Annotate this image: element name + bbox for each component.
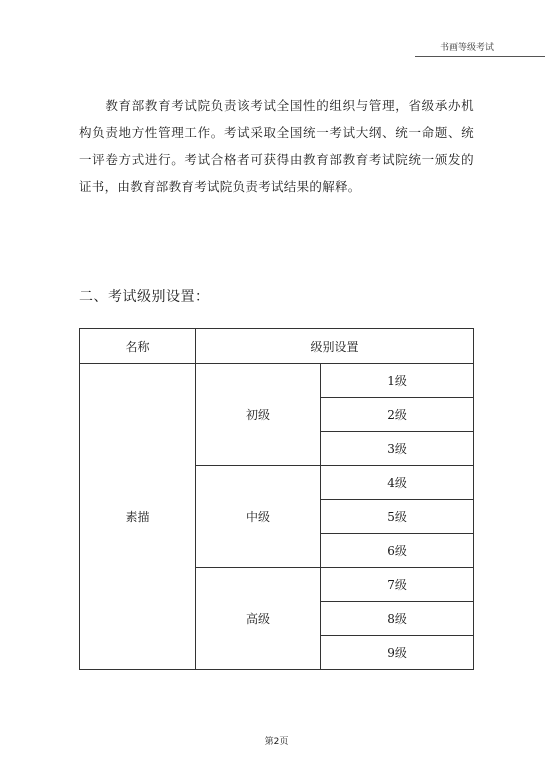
- level-cell: 2级: [321, 398, 474, 432]
- level-cell: 5级: [321, 500, 474, 534]
- header-rule: [415, 56, 545, 57]
- table-row: [80, 364, 474, 398]
- level-table: [79, 328, 474, 670]
- page-number: 第2页: [264, 737, 289, 747]
- section-title: 二、考试级别设置：: [79, 289, 210, 305]
- header-title: 书画等级考试: [440, 43, 495, 53]
- header-cell-levels: 级别设置: [196, 329, 474, 364]
- level-cell: 9级: [321, 636, 474, 670]
- group-cell-advanced: 高级: [196, 568, 321, 670]
- subject-cell: 素描: [80, 364, 196, 670]
- level-cell: 7级: [321, 568, 474, 602]
- level-cell: 1级: [321, 364, 474, 398]
- level-cell: 6级: [321, 534, 474, 568]
- group-cell-beginner: 初级: [196, 364, 321, 466]
- level-cell: 4级: [321, 466, 474, 500]
- table-header-row: [80, 329, 474, 364]
- group-cell-intermediate: 中级: [196, 466, 321, 568]
- level-cell: 8级: [321, 602, 474, 636]
- level-cell: 3级: [321, 432, 474, 466]
- header-cell-name: 名称: [80, 329, 196, 364]
- intro-paragraph: 教育部教育考试院负责该考试全国性的组织与管理，省级承办机构负责地方性管理工作。考试采取全国统一考试大纲、统一命题、统一评卷方式进行。考试合格者可获得由教育部教育考试院统一颁发的证书，由教育部教育考试院负责考试结果的解释。: [79, 98, 474, 194]
